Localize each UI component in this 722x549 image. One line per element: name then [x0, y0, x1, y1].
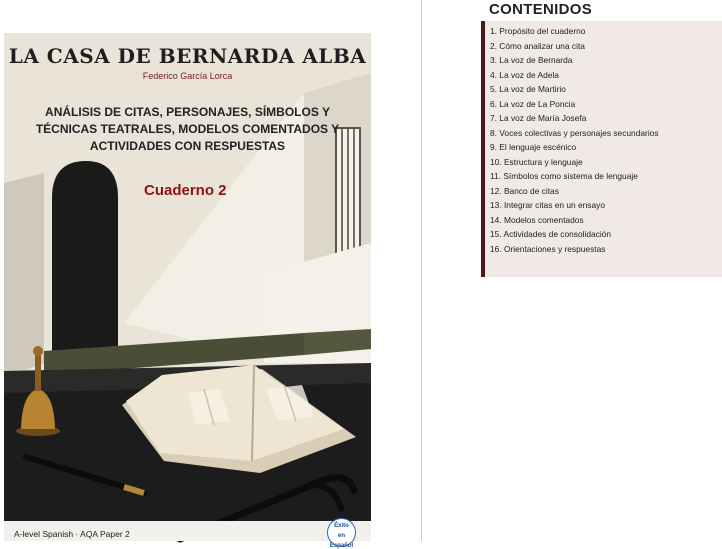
toc-item[interactable]: 9. El lenguaje escénico	[490, 142, 577, 152]
toc-item[interactable]: 16. Orientaciones y respuestas	[490, 243, 606, 254]
toc-title: CONTENIDOS	[489, 1, 593, 18]
toc-item[interactable]: 15. Actividades de consolidación	[490, 229, 612, 239]
toc-item[interactable]: 6. La voz de La Poncia	[490, 98, 576, 109]
toc-item[interactable]: 1. Propósito del cuaderno	[490, 26, 586, 36]
toc-item[interactable]: 3. La voz de Bernarda	[490, 55, 573, 65]
page-divider	[421, 0, 422, 541]
toc-item[interactable]: 5. La voz de Martirio	[490, 84, 566, 94]
cover-title: LA CASA DE BERNARDA ALBA	[8, 44, 367, 68]
toc-item[interactable]: 2. Cómo analizar una cita	[490, 40, 585, 51]
cover-subtitle: ANÁLISIS DE CITAS, PERSONAJES, SÍMBOLOS Y TÉCNICAS TEATRALES, MODELOS COMENTADOS Y ACTIVIDADES CON RESPUESTAS	[35, 105, 340, 153]
book-cover	[4, 33, 371, 549]
toc-item[interactable]: 12. Banco de citas	[490, 185, 559, 196]
cover-edition-label: Cuaderno 2	[144, 182, 227, 199]
toc-item[interactable]: 8. Voces colectivas y personajes secundarios	[490, 127, 659, 138]
logo-line: Éxito	[334, 523, 349, 529]
toc-item[interactable]: 4. La voz de Adela	[490, 69, 559, 80]
toc-item[interactable]: 10. Estructura y lenguaje	[490, 156, 583, 167]
toc-item[interactable]: 14. Modelos comentados	[490, 214, 584, 225]
logo-line: en	[337, 533, 345, 539]
toc-list	[485, 21, 722, 256]
logo-line: Español	[329, 543, 354, 549]
toc-item[interactable]: 7. La voz de María Josefa	[490, 113, 587, 123]
cover-footer: A-level Spanish · AQA Paper 2	[14, 529, 130, 539]
toc-item[interactable]: 13. Integrar citas en un ensayo	[490, 200, 605, 210]
table-of-contents	[481, 21, 722, 277]
publisher-logo	[327, 518, 356, 547]
cover-author: Federico García Lorca	[142, 71, 233, 81]
toc-item[interactable]: 11. Símbolos como sistema de lenguaje	[490, 171, 638, 181]
